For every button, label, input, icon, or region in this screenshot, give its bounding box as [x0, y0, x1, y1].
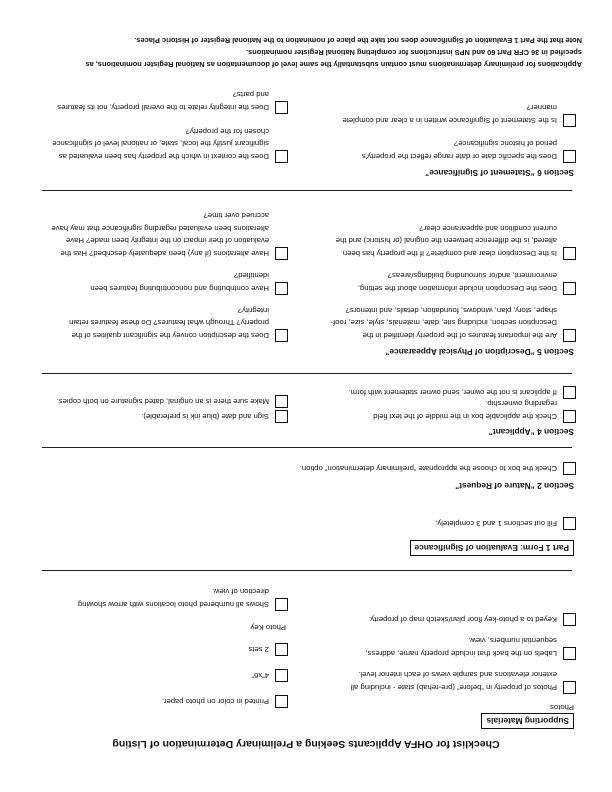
checkbox-description-clear[interactable] [563, 247, 576, 260]
supporting-materials-heading: Supporting Materials [481, 713, 574, 729]
item-photos-before: Photos of property in “before” (pre-rehab) state - including all exterior elevations and sample views of each interior level. [350, 670, 557, 692]
checkbox-alterations[interactable] [275, 247, 288, 260]
page-title: Checklist for OHFA Applicants Seeking a Preliminary Determination of Listing [112, 738, 500, 750]
item-photo-keyed: Keyed to a photo-key floor plan/sketch map of property. [368, 615, 557, 624]
item-printed-color: Printed in color on photo paper. [162, 697, 269, 706]
section-divider [42, 373, 572, 374]
checkbox-fill-sections[interactable] [563, 517, 576, 530]
checkbox-photo-labels[interactable] [563, 647, 576, 660]
checkbox-original-signature[interactable] [275, 395, 288, 408]
checkbox-ownership[interactable] [563, 410, 576, 423]
section6-heading: Section 6 “Statement of Significance” [425, 168, 574, 178]
checkbox-photo-size[interactable] [275, 669, 288, 682]
item-date-range: Does the specific date or date range reflect the property’s period of historic significance? [361, 139, 557, 161]
item-two-sets: 2 sets [248, 645, 269, 654]
item-significant-qualities: Does the description convey the significant qualities of the property? Through what features? Do these features retain integrity? [69, 305, 269, 340]
checkbox-preliminary-option[interactable] [563, 462, 576, 475]
photos-label: Photos [550, 703, 574, 712]
checkbox-significant-qualities[interactable] [275, 329, 288, 342]
checkbox-printed-color[interactable] [275, 695, 288, 708]
checkbox-important-features[interactable] [563, 329, 576, 342]
section-divider [42, 570, 572, 571]
item-photo-size: 4”x6” [251, 671, 269, 680]
item-statement-clear: Is the Statement of Significance written in a clear and complete manner? [342, 103, 557, 125]
item-photo-key-locations: Shows all numbered photo locations with arrow showing direction of view. [77, 587, 269, 609]
item-contributing-features: Have contributing and noncontributing features been identified? [90, 271, 269, 293]
checkbox-date-range[interactable] [563, 150, 576, 163]
footnote: Applications for preliminary determinations must contain substantially the same level of documentation as National Register nominations, as specified in 36 CFR Part 60 and NPS instructions for completing National Register nominations. Note that the Part 1 Evaluation of Significance does not take the place of nomination to the National Register of Historic Places. [85, 36, 582, 69]
checkbox-owner-statement[interactable] [563, 386, 576, 399]
item-integrity: Does the integrity relate to the overall property, not its features and parts? [57, 90, 269, 112]
section2-heading: Section 2 “Nature of Request” [455, 481, 574, 491]
section5-heading: Section 5 “Description of Physical Appearance” [385, 347, 574, 357]
item-description-clear: Is the Description clear and complete? If the property has been altered, is the difference between the original (or historic) and the current condition and appearance clear? [335, 223, 557, 258]
item-setting: Does the Description include information about the setting, environment, and/or surrounding buildings/areas? [357, 271, 557, 293]
item-fill-sections: Fill out sections 1 and 3 completely. [435, 519, 557, 528]
section-divider [42, 447, 572, 448]
item-sign-date: Sign and date (blue ink is preferable). [141, 412, 269, 421]
checkbox-setting[interactable] [563, 282, 576, 295]
photo-key-label: Photo Key [250, 623, 286, 632]
checkbox-contributing-features[interactable] [275, 282, 288, 295]
checkbox-photos-before[interactable] [563, 681, 576, 694]
item-alterations: Have alterations (if any) been adequately described? Has the evaluation of their impact on the integrity been made? Have alterations been evaluated regarding significance that may have accrued over time? [51, 211, 269, 258]
item-preliminary-option: Check the box to choose the appropriate “preliminary determination” option. [299, 464, 557, 473]
item-context: Does the context in which the property has been evaluated as significant justify the local, state, or national level of significance chosen for the property? [52, 126, 269, 161]
item-owner-statement: If applicant is not the owner, send owner statement with form. [348, 388, 557, 397]
checkbox-integrity[interactable] [275, 101, 288, 114]
checkbox-statement-clear[interactable] [563, 114, 576, 127]
item-ownership: Check the applicable box in the middle of the text field regarding ownership. [373, 399, 557, 421]
checkbox-two-sets[interactable] [275, 643, 288, 656]
item-original-signature: Make sure there is an original, dated signature on both copies. [56, 397, 269, 406]
checkbox-sign-date[interactable] [275, 410, 288, 423]
item-photo-labels: Labels on the back that include property name, address, sequential numbers, view. [365, 636, 557, 658]
checkbox-photo-keyed[interactable] [563, 613, 576, 626]
checkbox-photo-key-locations[interactable] [275, 598, 288, 611]
part1-heading: Part 1 Form: Evaluation of Significance [410, 540, 574, 556]
section4-heading: Section 4 “Applicant” [488, 427, 574, 437]
checkbox-context[interactable] [275, 150, 288, 163]
section-divider [42, 190, 572, 191]
item-important-features: Are the important features of the property identified in the Description section, including site, date, materials, style, size, roof- shape, story, plan, windows, foundation, details, and interiors? [330, 305, 557, 340]
